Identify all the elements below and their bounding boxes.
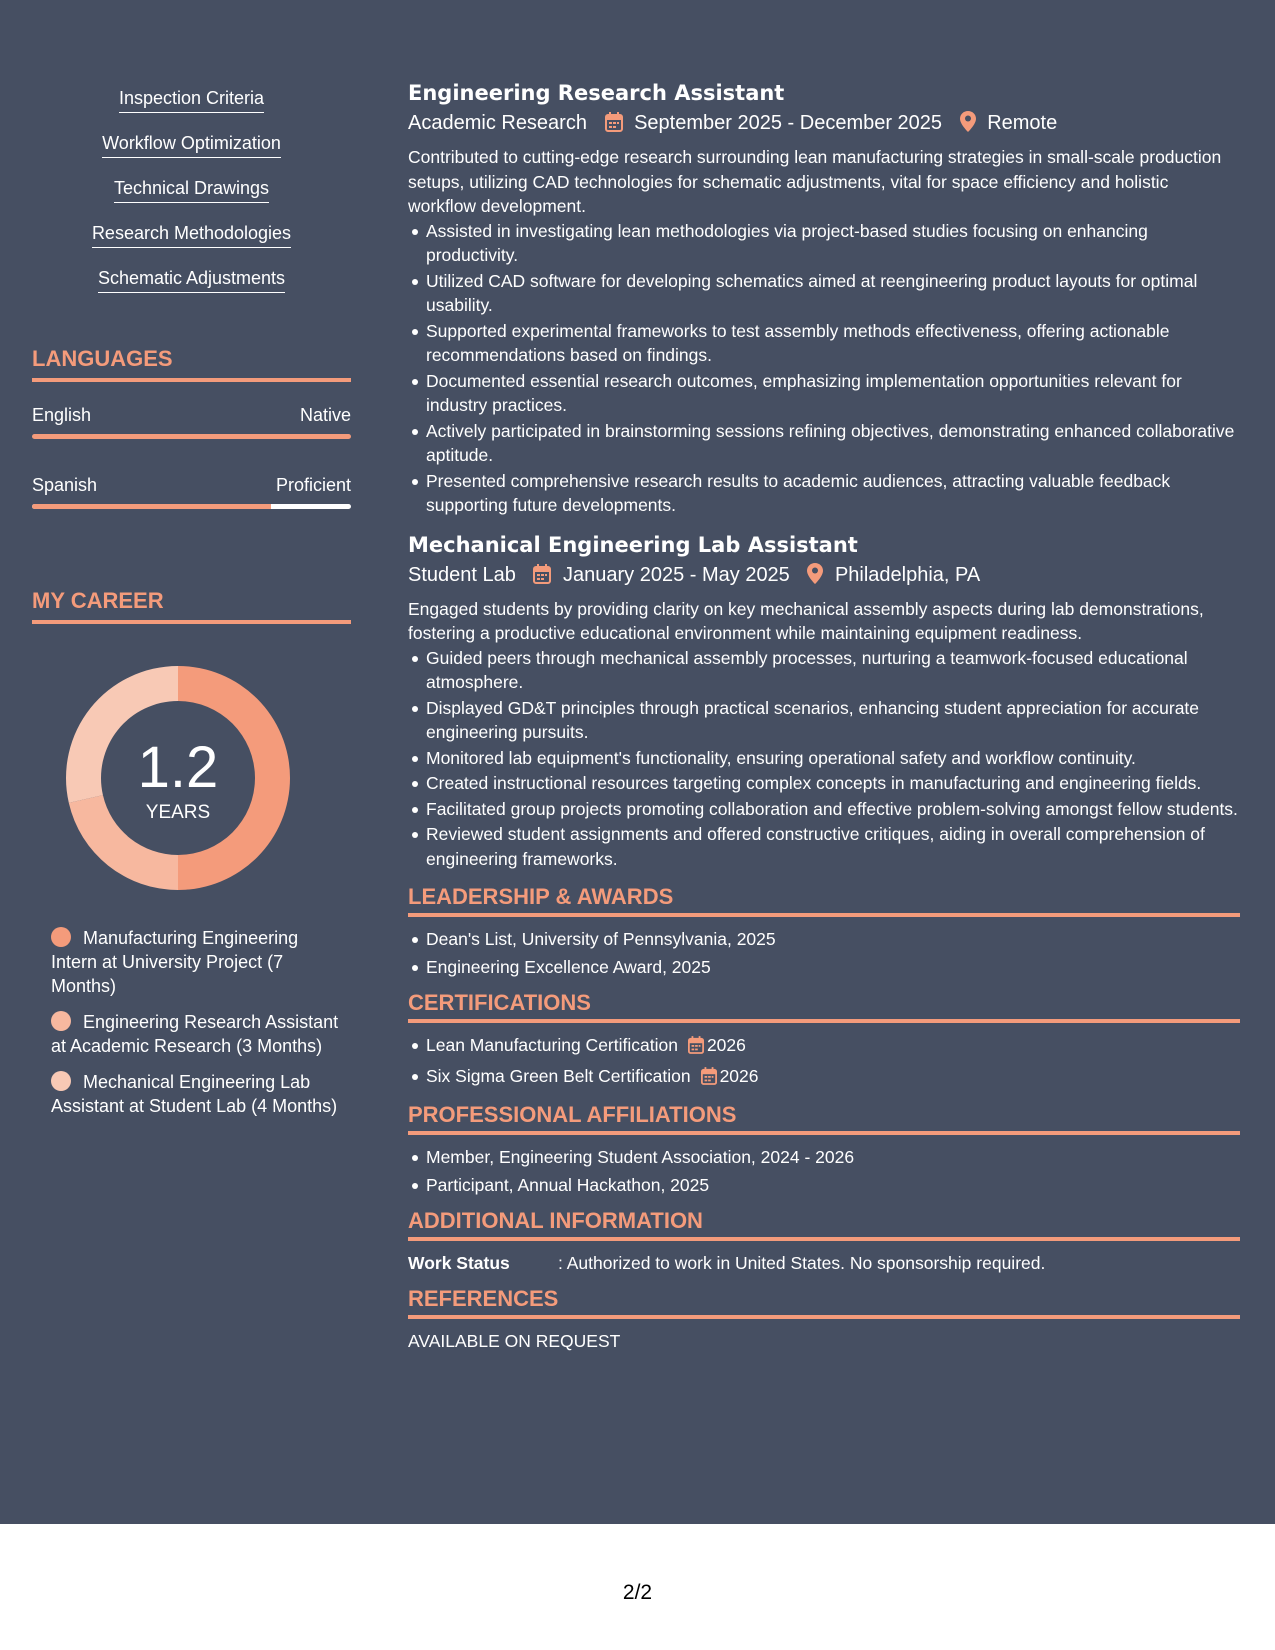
career-legend [51, 926, 341, 1130]
work-status-value: : Authorized to work in United States. No sponsorship required. [558, 1253, 1046, 1273]
skill-item [32, 221, 351, 266]
leadership-list [408, 927, 1240, 979]
job-dates: January 2025 - May 2025 [563, 563, 790, 586]
language-bar [32, 504, 351, 509]
career-legend-item [51, 1070, 341, 1118]
leadership-section [408, 883, 1240, 979]
job-description: Contributed to cutting-edge research surrounding lean manufacturing strategies in small-scale production setups, utilizing CAD technologies for schematic adjustments, vital for space efficiency and holistic workflow development. [408, 147, 1222, 216]
job-bullet: Guided peers through mechanical assembly processes, nurturing a teamwork-focused educational atmosphere. [426, 646, 1240, 695]
career-legend-item [51, 926, 341, 998]
job-meta [408, 560, 1240, 593]
career-donut [66, 666, 290, 890]
certification-year: 2026 [706, 1035, 746, 1055]
skill-item [32, 86, 351, 131]
work-status-row [408, 1251, 1240, 1275]
job-company: Student Lab [408, 563, 516, 586]
additional-info-section [408, 1207, 1240, 1275]
legend-dot [51, 927, 71, 947]
legend-label: Engineering Research Assistant at Academic Research (3 Months) [51, 1012, 339, 1056]
job-bullet: Displayed GD&T principles through practical scenarios, enhancing student appreciation for accurate engineering pursuits. [426, 696, 1240, 745]
legend-label: Manufacturing Engineering Intern at University Project (7 Months) [51, 928, 299, 996]
job-meta [408, 108, 1240, 141]
skill-label: Workflow Optimization [102, 131, 281, 158]
legend-dot [51, 1011, 71, 1031]
calendar-icon [701, 1067, 717, 1092]
skills-list [32, 86, 351, 311]
certification-name: Lean Manufacturing Certification [426, 1035, 678, 1055]
award-item: Engineering Excellence Award, 2025 [426, 955, 1240, 980]
job-bullet: Monitored lab equipment's functionality, ensuring operational safety and workflow continuity. [426, 746, 1240, 771]
skill-item [32, 131, 351, 176]
legend-dot [51, 1071, 71, 1091]
calendar-icon [688, 1036, 704, 1061]
certification-item [426, 1064, 1240, 1092]
career-total-unit: YEARS [145, 802, 211, 823]
affiliation-item: Member, Engineering Student Association, 2024 - 2026 [426, 1145, 1240, 1170]
additional-info-heading: ADDITIONAL INFORMATION [408, 1207, 1240, 1241]
language-bar-fill [32, 434, 351, 439]
language-level: Proficient [275, 475, 351, 495]
language-bar [32, 434, 351, 439]
donut-center [66, 666, 290, 890]
affiliations-section [408, 1101, 1240, 1197]
legend-label: Mechanical Engineering Lab Assistant at Student Lab (4 Months) [51, 1072, 338, 1116]
certifications-section [408, 989, 1240, 1091]
calendar-icon [533, 563, 551, 593]
page-footer [0, 1524, 1275, 1650]
career-legend-item [51, 1010, 341, 1058]
certification-year: 2026 [719, 1065, 759, 1086]
page-number: 2/2 [622, 1581, 653, 1604]
job-dates: September 2025 - December 2025 [634, 112, 943, 134]
experience-entry [408, 78, 1240, 518]
right-column [408, 78, 1240, 1363]
job-bullets [408, 646, 1240, 872]
affiliation-item: Participant, Annual Hackathon, 2025 [426, 1173, 1240, 1198]
skill-label: Schematic Adjustments [98, 266, 285, 293]
job-bullets [408, 219, 1240, 518]
languages-heading: LANGUAGES [32, 346, 351, 382]
skill-label: Research Methodologies [92, 221, 291, 248]
job-bullet: Supported experimental frameworks to test assembly methods effectiveness, offering actionable recommendations based on findings. [426, 319, 1240, 368]
location-pin-icon [807, 563, 823, 593]
skill-item [32, 266, 351, 311]
job-description: Engaged students by providing clarity on key mechanical assembly aspects during lab demonstrations, fostering a productive educational environment while maintaining equipment readiness. [408, 598, 1204, 643]
experience-entry [408, 530, 1240, 872]
job-bullet: Presented comprehensive research results to academic audiences, attracting valuable feedback supporting future developments. [426, 469, 1240, 518]
language-name: English [32, 405, 92, 425]
job-title: Engineering Research Assistant [408, 81, 785, 105]
career-total-value: 1.2 [137, 735, 219, 800]
job-bullet: Assisted in investigating lean methodologies via project-based studies focusing on enhancing productivity. [426, 219, 1240, 268]
skill-label: Technical Drawings [114, 176, 269, 203]
skill-label: Inspection Criteria [119, 86, 264, 113]
language-bar-fill [32, 504, 271, 509]
references-heading: REFERENCES [408, 1285, 1240, 1319]
job-bullet: Reviewed student assignments and offered constructive critiques, aiding in overall comprehension of engineering frameworks. [426, 822, 1240, 871]
references-section [408, 1285, 1240, 1353]
affiliations-heading: PROFESSIONAL AFFILIATIONS [408, 1101, 1240, 1135]
job-bullet: Facilitated group projects promoting collaboration and effective problem-solving amongst fellow students. [426, 797, 1240, 822]
affiliations-list [408, 1145, 1240, 1197]
career-heading: MY CAREER [32, 588, 351, 624]
language-level: Native [299, 405, 351, 425]
leadership-heading: LEADERSHIP & AWARDS [408, 883, 1240, 917]
job-company: Academic Research [408, 112, 587, 134]
certifications-heading: CERTIFICATIONS [408, 989, 1240, 1023]
award-item: Dean's List, University of Pennsylvania, 2025 [426, 927, 1240, 952]
certification-item [426, 1033, 1240, 1061]
job-bullet: Documented essential research outcomes, emphasizing implementation opportunities relevant for industry practices. [426, 369, 1240, 418]
location-pin-icon [960, 111, 976, 141]
certification-name: Six Sigma Green Belt Certification [426, 1065, 691, 1086]
calendar-icon [605, 111, 623, 141]
job-bullet: Actively participated in brainstorming sessions refining objectives, demonstrating enhanced collaborative aptitude. [426, 419, 1240, 468]
work-status-label: Work Status [408, 1253, 510, 1273]
language-name: Spanish [32, 475, 98, 495]
references-text: AVAILABLE ON REQUEST [408, 1331, 621, 1351]
job-bullet: Utilized CAD software for developing schematics aimed at reengineering product layouts for optimal usability. [426, 269, 1240, 318]
skill-item [32, 176, 351, 221]
job-location: Philadelphia, PA [834, 563, 981, 586]
job-bullet: Created instructional resources targeting complex concepts in manufacturing and engineering fields. [426, 771, 1240, 796]
language-row [32, 404, 351, 426]
certifications-list [408, 1033, 1240, 1091]
job-location: Remote [987, 112, 1058, 134]
language-row [32, 474, 351, 496]
job-title: Mechanical Engineering Lab Assistant [408, 532, 858, 557]
